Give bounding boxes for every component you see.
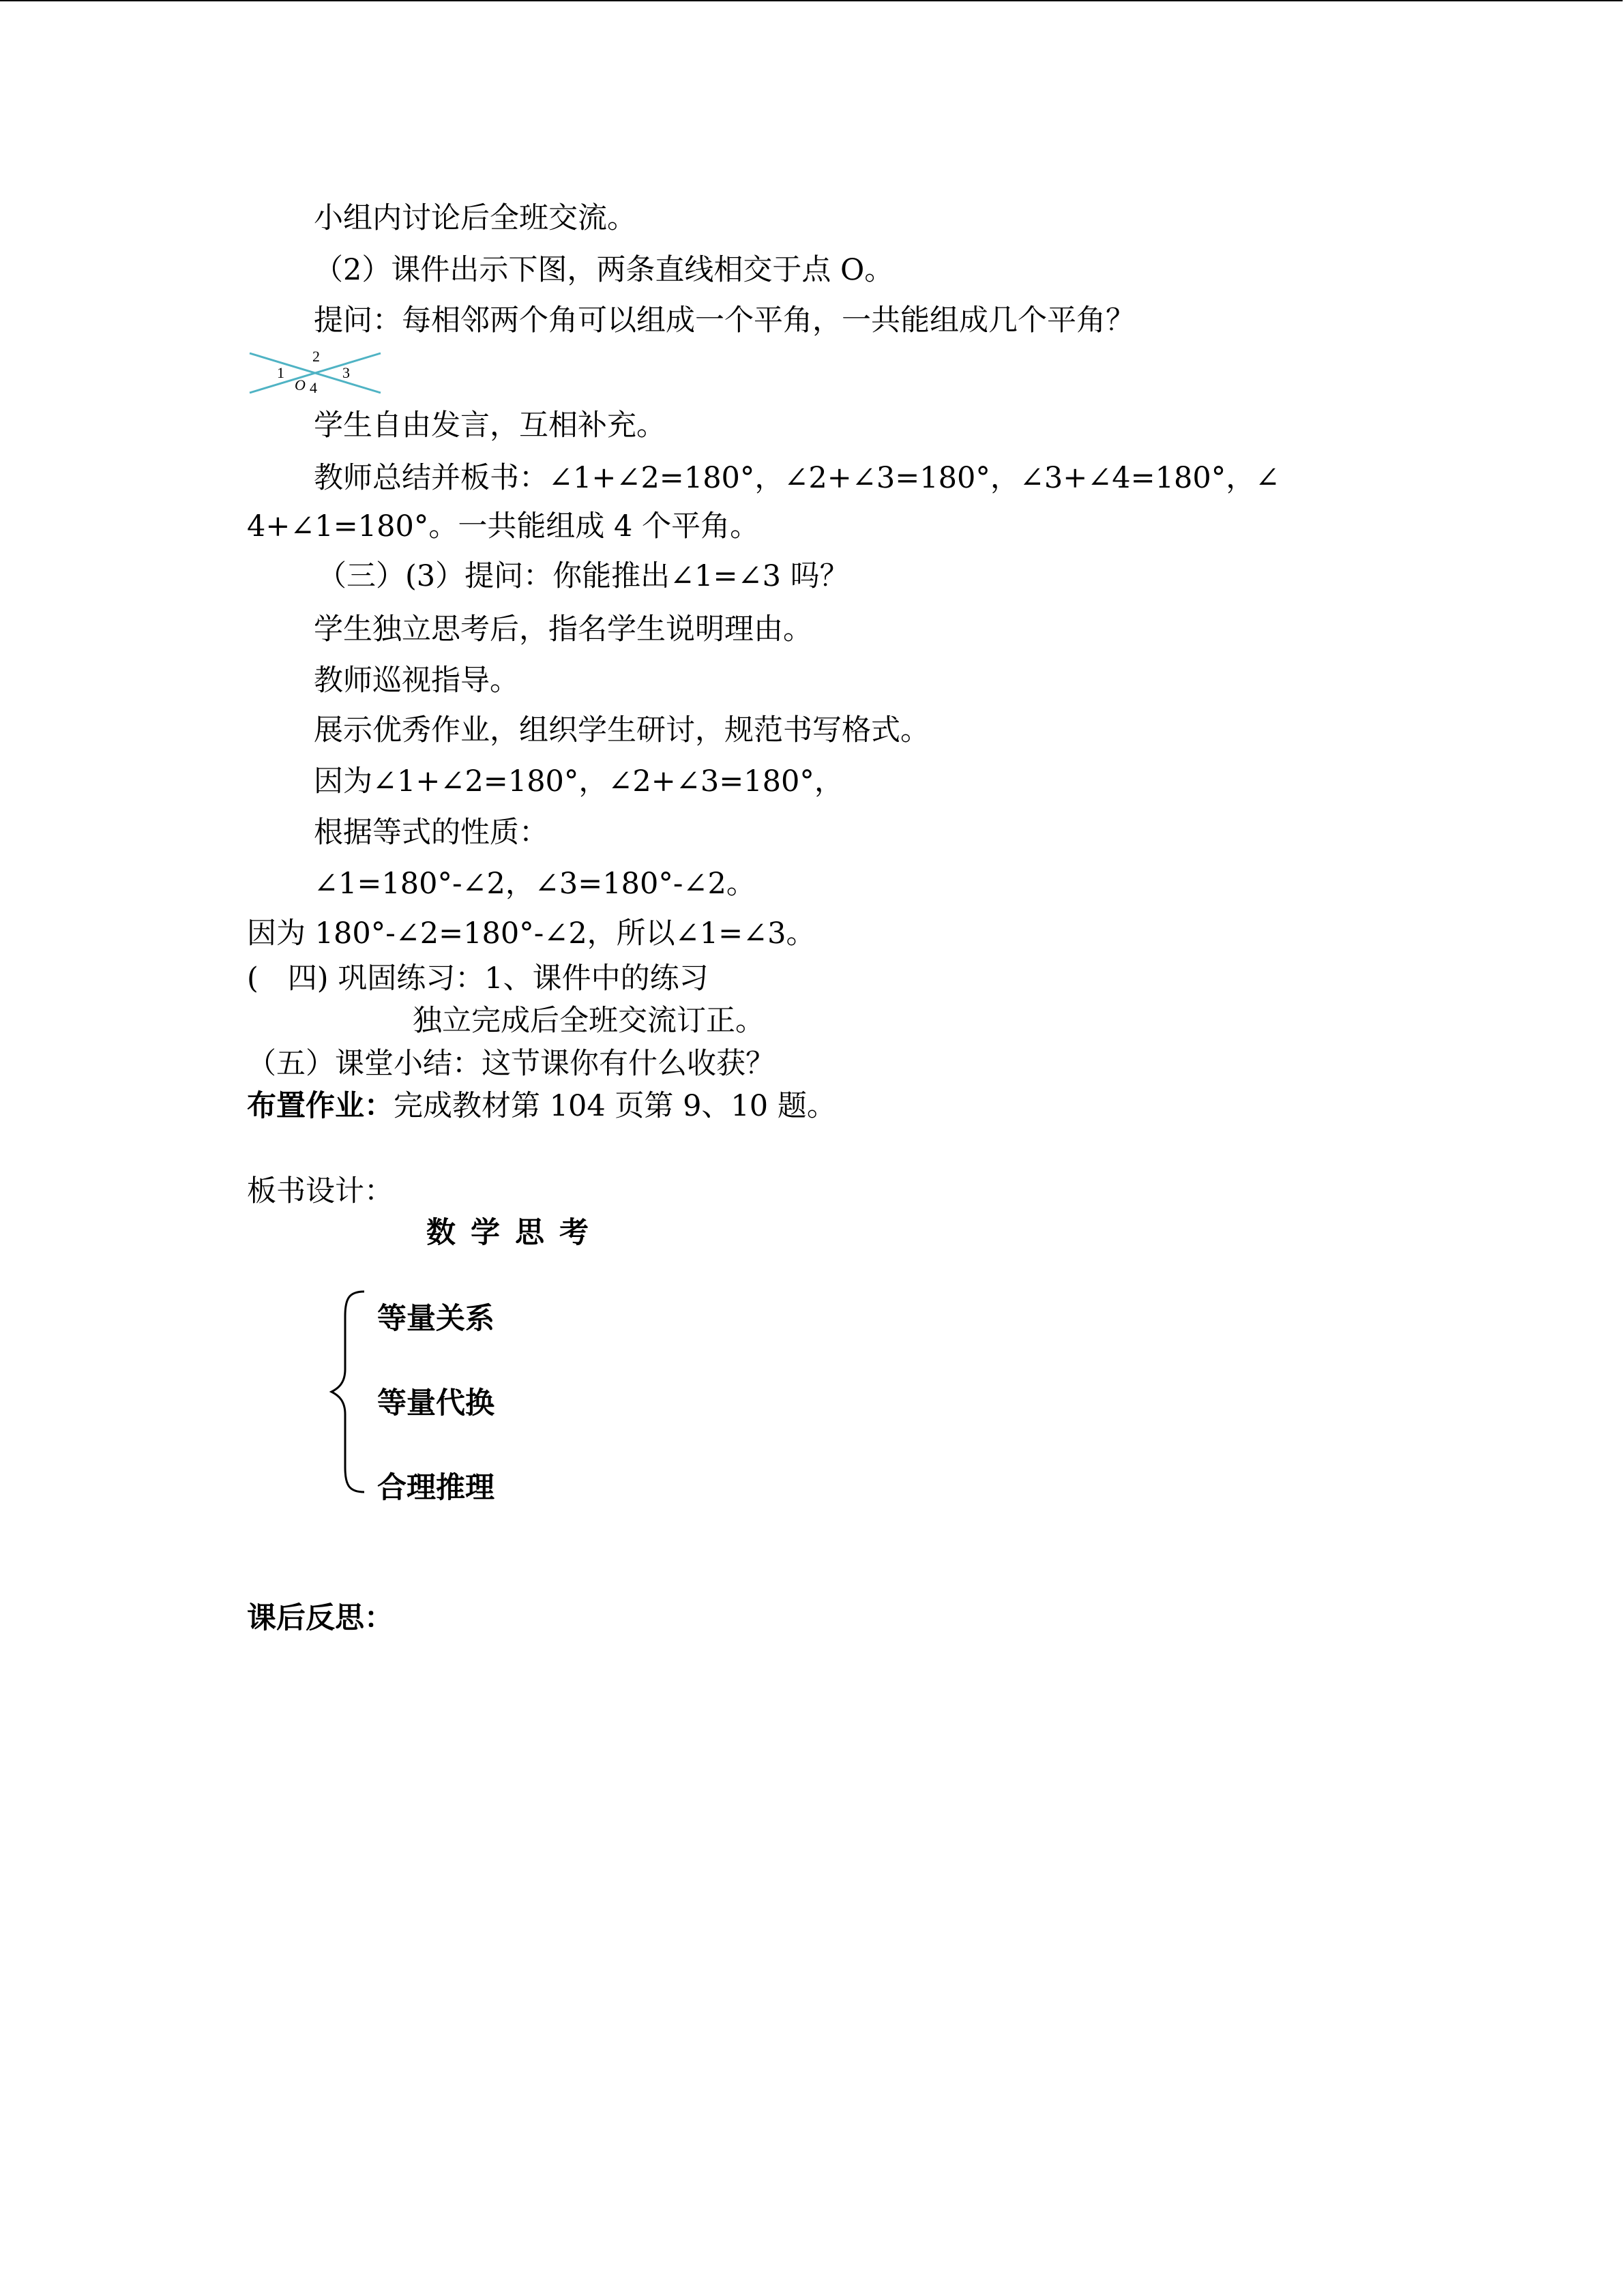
figure-label-4: 4 (310, 379, 317, 396)
text-line: 教师总结并板书：∠1+∠2=180°，∠2+∠3=180°，∠3+∠4=180°，∠ (314, 461, 1280, 495)
homework-text: 完成教材第 104 页第 9、10 题。 (394, 1089, 836, 1123)
board-title: 数学思考 (426, 1216, 604, 1250)
figure-label-1: 1 (277, 364, 284, 381)
figure-label-2: 2 (312, 348, 320, 365)
board-item: 合理推理 (377, 1471, 494, 1505)
text-line: 学生独立思考后，指名学生说明理由。 (314, 612, 812, 646)
text-line: （2）课件出示下图，两条直线相交于点 O。 (314, 253, 894, 287)
text-line: （三）(3）提问：你能推出∠1=∠3 吗？ (317, 559, 849, 593)
board-item: 等量关系 (377, 1302, 494, 1336)
reflection-heading: 课后反思： (247, 1601, 394, 1635)
page-top-border (0, 0, 1623, 1)
text-line: 因为 180°-∠2=180°-∠2，所以∠1=∠3。 (247, 916, 816, 951)
homework-label: 布置作业： (247, 1089, 394, 1123)
text-line: 教师巡视指导。 (314, 664, 519, 698)
text-line: 因为∠1+∠2=180°，∠2+∠3=180°， (314, 764, 844, 799)
brace-icon (329, 1289, 370, 1495)
homework-line (247, 1087, 836, 1125)
text-line: 展示优秀作业，组织学生研讨，规范书写格式。 (314, 713, 930, 747)
text-line: 学生自由发言，互相补充。 (314, 408, 666, 443)
board-item: 等量代换 (377, 1386, 494, 1420)
text-line: （五）课堂小结：这节课你有什么收获？ (247, 1047, 775, 1081)
text-line: 提问：每相邻两个角可以组成一个平角，一共能组成几个平角？ (314, 303, 1135, 338)
figure-label-O: O (295, 376, 306, 393)
figure-label-3: 3 (342, 364, 350, 381)
text-line: 4+∠1=180°。一共能组成 4 个平角。 (247, 509, 760, 543)
board-design-heading: 板书设计： (247, 1174, 394, 1208)
text-line: 小组内讨论后全班交流。 (314, 201, 636, 235)
text-line: ( 四) 巩固练习：1、课件中的练习 (247, 961, 709, 996)
text-line: 根据等式的性质： (314, 816, 548, 850)
text-line: 独立完成后全班交流订正。 (413, 1004, 765, 1038)
intersecting-lines-figure (247, 346, 383, 396)
text-line: ∠1=180°-∠2，∠3=180°-∠2。 (314, 867, 756, 901)
